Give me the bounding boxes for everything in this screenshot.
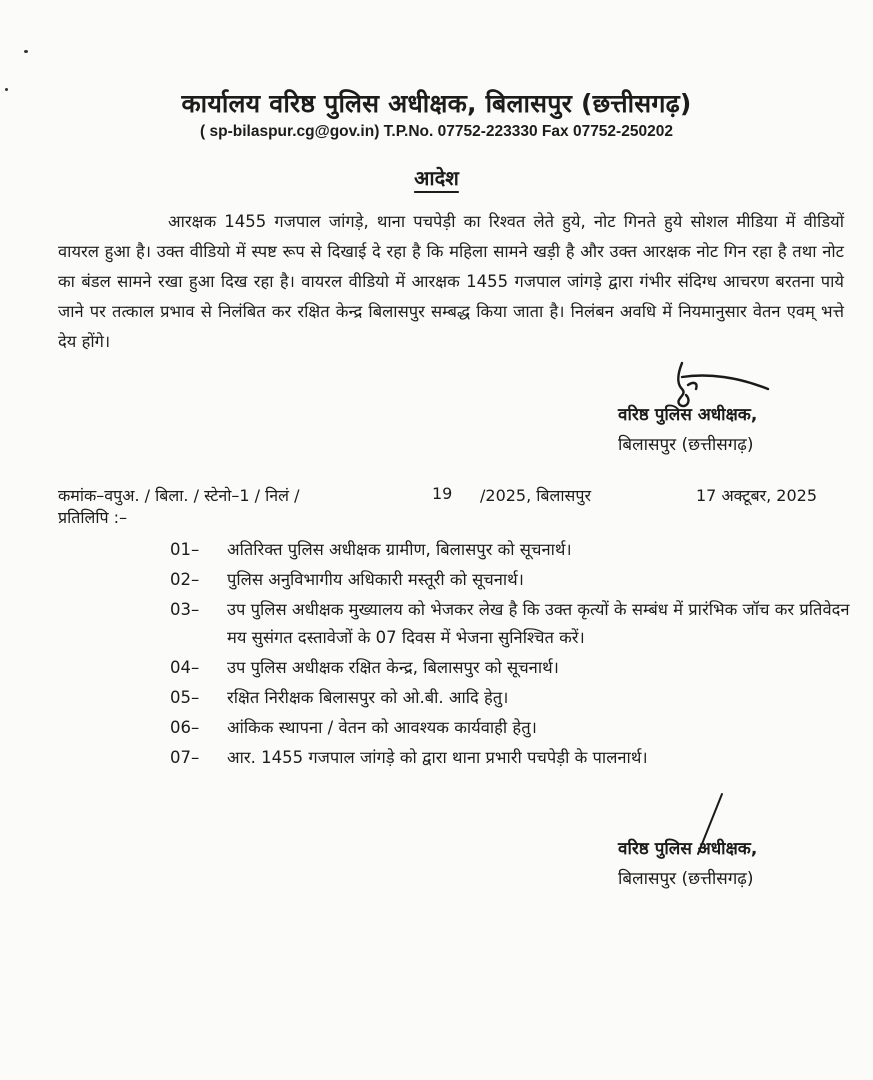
list-item-text: आंकिक स्थापना / वेतन को आवश्यक कार्यवाही हेतु। [227, 718, 537, 737]
signatory-title: वरिष्ठ पुलिस अधीक्षक, [618, 405, 758, 425]
list-item-number: 02– [170, 570, 200, 589]
contact-line: ( sp-bilaspur.cg@gov.in) T.P.No. 07752-223330 Fax 07752-250202 [200, 123, 673, 140]
list-item [170, 566, 850, 594]
list-item-number: 05– [170, 688, 200, 707]
list-item-text: उप पुलिस अधीक्षक रक्षित केन्द्र, बिलासपुर को सूचनार्थ। [227, 658, 559, 677]
list-item [170, 744, 850, 772]
reference-number: 19 [432, 484, 453, 503]
signatory-place: बिलासपुर (छत्तीसगढ़) [618, 869, 754, 889]
copy-to-list [170, 536, 850, 774]
copy-to-label: प्रतिलिपि :– [58, 508, 128, 527]
reference-line [58, 484, 848, 514]
list-item-text: आर. 1455 गजपाल जांगड़े को द्वारा थाना प्रभारी पचपेड़ी के पालनार्थ। [227, 748, 648, 767]
signatory-place: बिलासपुर (छत्तीसगढ़) [618, 435, 754, 455]
signatory-title: वरिष्ठ पुलिस अधीक्षक, [618, 839, 758, 859]
list-item-number: 01– [170, 540, 200, 559]
list-item [170, 714, 850, 742]
list-item-text: उप पुलिस अधीक्षक मुख्यालय को भेजकर लेख है कि उक्त कृत्यों के सम्बंध में प्रारंभिक जॉच कर प्रतिवेदन मय सुसंगत दस्तावेजों के 07 दिवस में भेजना सुनिश्चित करें। [227, 600, 850, 647]
list-item [170, 596, 850, 652]
scan-speck [24, 50, 28, 53]
office-title: कार्यालय वरिष्ठ पुलिस अधीक्षक, बिलासपुर (छत्तीसगढ़) [181, 89, 692, 118]
list-item-number: 07– [170, 748, 200, 767]
signature-block-top [618, 400, 757, 460]
reference-date: 17 अक्टूबर, 2025 [696, 486, 818, 505]
order-body: आरक्षक 1455 गजपाल जांगड़े, थाना पचपेड़ी का रिश्वत लेते हुये, नोट गिनते हुये सोशल मीडिया में वीडियों वायरल हुआ है। उक्त वीडियो में स्पष्ट रूप से दिखाई दे रहा है कि महिला सामने खड़ी है और उक्त आरक्षक नोट गिन रहा है तथा नोट का बंडल सामने रखा हुआ दिख रहा है। वायरल वीडियो में आरक्षक 1455 गजपाल जांगड़े द्वारा गंभीर संदिग्ध आचरण बरतना पाये जाने पर तत्काल प्रभाव से निलंबित कर रक्षित केन्द्र बिलासपुर सम्बद्ध किया जाता है। निलंबन अवधि में नियमानुसार वेतन एवम् भत्ते देय होंगे। [58, 212, 844, 351]
list-item-text: अतिरिक्त पुलिस अधीक्षक ग्रामीण, बिलासपुर को सूचनार्थ। [227, 540, 572, 559]
reference-number-prefix: कमांक–वपुअ. / बिला. / स्टेनो–1 / निलं / [58, 486, 300, 505]
order-heading-text: आदेश [414, 166, 459, 190]
list-item-number: 06– [170, 718, 200, 737]
list-item-text: रक्षित निरीक्षक बिलासपुर को ओ.बी. आदि हेतु। [227, 688, 509, 707]
reference-year-place: /2025, बिलासपुर [480, 486, 592, 505]
signature-block-bottom [618, 834, 757, 894]
list-item [170, 684, 850, 712]
list-item-number: 04– [170, 658, 200, 677]
list-item-text: पुलिस अनुविभागीय अधिकारी मस्तूरी को सूचनार्थ। [227, 570, 524, 589]
list-item [170, 654, 850, 682]
order-heading [0, 164, 873, 191]
list-item-number: 03– [170, 600, 200, 619]
list-item [170, 536, 850, 564]
